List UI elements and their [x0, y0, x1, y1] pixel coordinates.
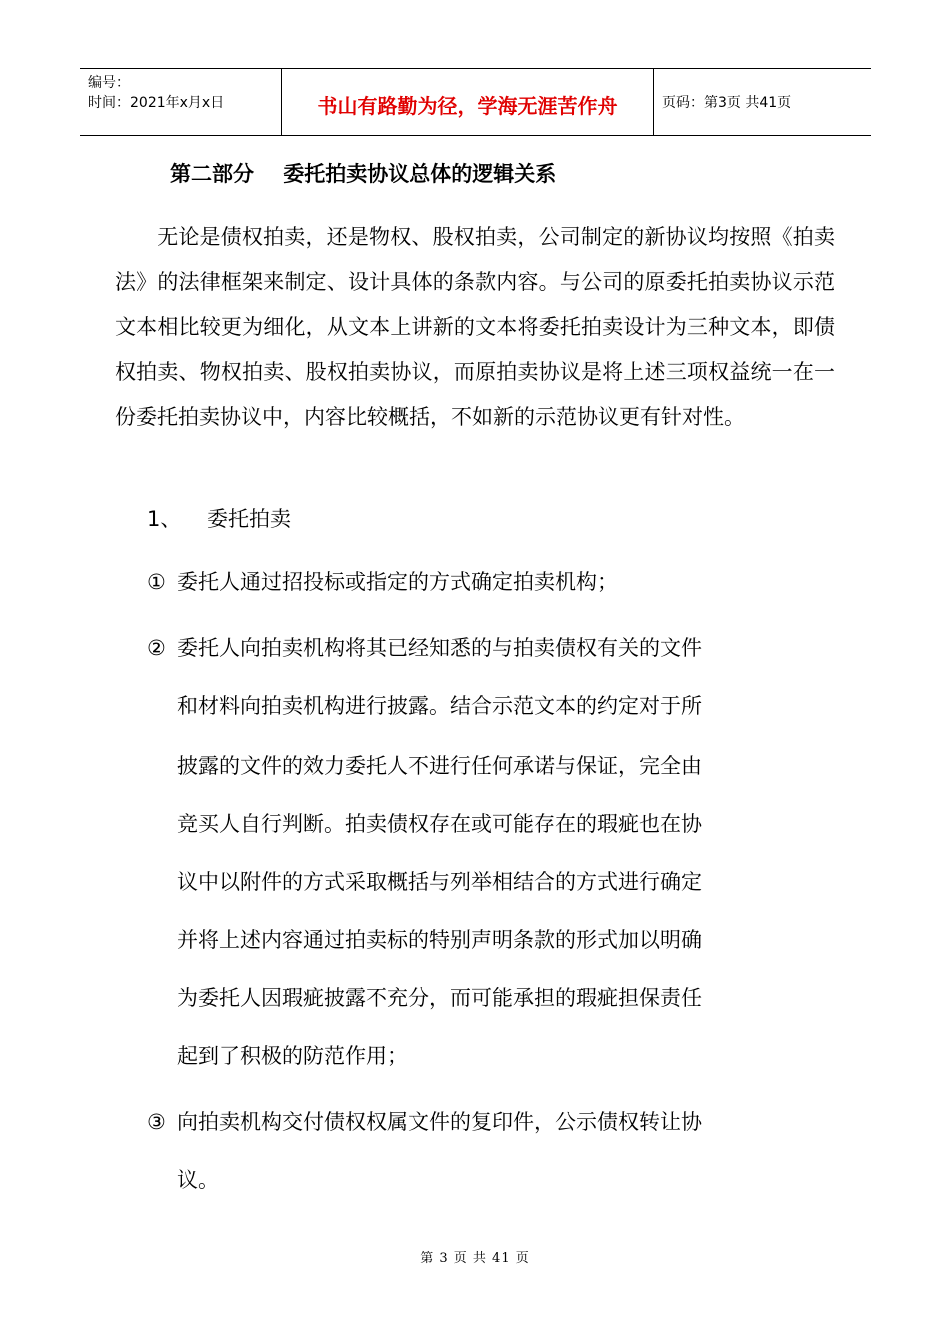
list-title: 委托拍卖: [207, 507, 291, 531]
list-item-2-line-1: 委托人向拍卖机构将其已经知悉的与拍卖债权有关的文件: [177, 636, 702, 660]
header-page-code-text: 页码：第3页 共41页: [662, 95, 792, 111]
list-item-2-line-5: 议中以附件的方式采取概括与列举相结合的方式进行确定: [177, 870, 702, 894]
header-motto-text: 书山有路勤为径，学海无涯苦作舟: [317, 93, 618, 118]
list-item-2-line-4: 竞买人自行判断。拍卖债权存在或可能存在的瑕疵也在协: [177, 812, 702, 836]
list-item-2-line-7: 为委托人因瑕疵披露不充分，而可能承担的瑕疵担保责任: [177, 986, 702, 1010]
list-item-marker-2: ②: [147, 636, 166, 660]
list-item-2-line-2: 和材料向拍卖机构进行披露。结合示范文本的约定对于所: [177, 694, 702, 718]
header-page-code: [654, 69, 871, 135]
list-item-2-line-8: 起到了积极的防范作用；: [177, 1044, 408, 1068]
list-item-3-line-1: 向拍卖机构交付债权权属文件的复印件，公示债权转让协: [177, 1110, 702, 1134]
list-item-3-line-2: 议。: [177, 1168, 219, 1192]
page-footer: 第 3 页 共 41 页: [420, 1251, 530, 1266]
list-item-text-1: 委托人通过招投标或指定的方式确定拍卖机构；: [177, 570, 618, 594]
list-number: 1、: [147, 507, 182, 531]
header-motto: [282, 69, 654, 135]
header-number-label: 编号：: [88, 75, 130, 91]
header-time-label: 时间：2021年x月x日: [88, 95, 225, 111]
page-header: [80, 68, 871, 136]
section-heading: 第二部分 委托拍卖协议总体的逻辑关系: [170, 162, 557, 186]
list-item-2-line-3: 披露的文件的效力委托人不进行任何承诺与保证，完全由: [177, 754, 702, 778]
list-item-marker-1: ①: [147, 570, 166, 594]
list-item-2-line-6: 并将上述内容通过拍卖标的特别声明条款的形式加以明确: [177, 928, 702, 952]
list-item-marker-3: ③: [147, 1110, 166, 1134]
header-meta: [80, 69, 282, 135]
intro-paragraph-text: 无论是债权拍卖，还是物权、股权拍卖，公司制定的新协议均按照《拍卖法》的法律框架来制定、设计具体的条款内容。与公司的原委托拍卖协议示范文本相比较更为细化，从文本上讲新的文本将委托拍卖设计为三种文本，即债权拍卖、物权拍卖、股权拍卖协议，而原拍卖协议是将上述三项权益统一在一份委托拍卖协议中，内容比较概括，不如新的示范协议更有针对性。: [115, 225, 835, 429]
intro-paragraph: [115, 215, 835, 440]
